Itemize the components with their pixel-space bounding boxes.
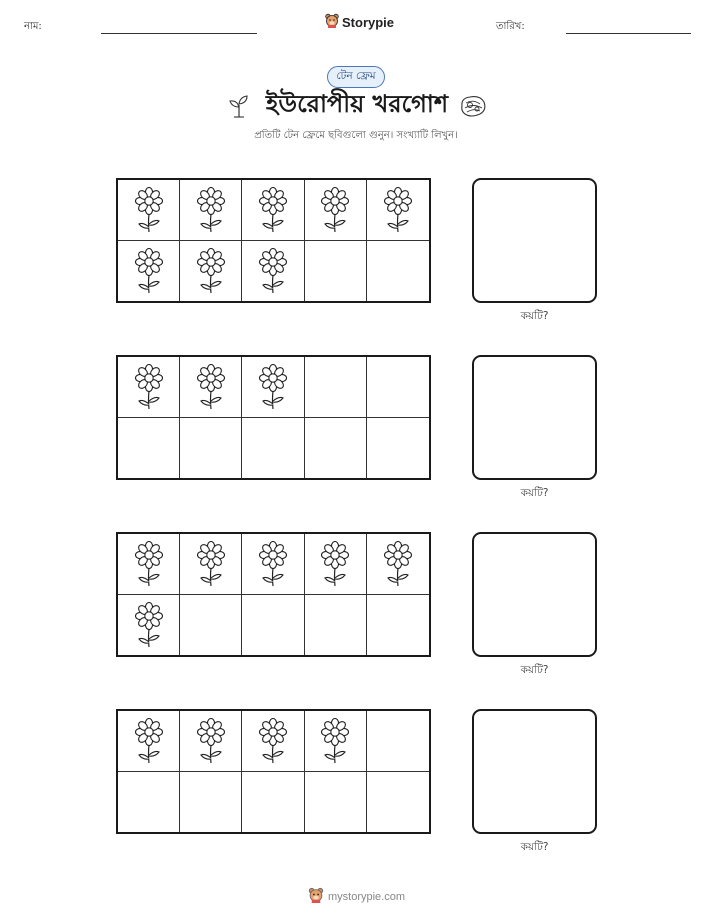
page-title: ইউরোপীয় খরগোশ xyxy=(265,90,449,118)
ten-frame xyxy=(116,355,431,480)
name-label: নাম: xyxy=(24,21,42,32)
ten-frame-cell xyxy=(367,595,429,656)
bear-logo-icon xyxy=(308,887,324,907)
ten-frame-cell xyxy=(118,418,180,479)
ten-frame-cell xyxy=(242,180,304,241)
flower-icon xyxy=(196,718,226,764)
ten-frame-cell xyxy=(305,711,367,772)
flower-icon xyxy=(134,602,164,648)
bear-logo-icon xyxy=(325,13,339,32)
flower-icon xyxy=(196,364,226,410)
answer-label: কয়টি? xyxy=(520,487,549,499)
topic-badge: টেন ফ্রেম xyxy=(327,66,385,88)
date-label: তারিখ: xyxy=(496,21,525,32)
flower-icon xyxy=(320,718,350,764)
ten-frame-cell xyxy=(242,711,304,772)
ten-frame-cell xyxy=(242,418,304,479)
ten-frame-cell xyxy=(367,711,429,772)
flower-icon xyxy=(134,541,164,587)
ten-frame-cell xyxy=(180,180,242,241)
instructions: প্রতিটি টেন ফ্রেমে ছবিগুলো গুনুন। সংখ্যাটি লিখুন। xyxy=(254,130,458,141)
name-field-line[interactable] xyxy=(101,33,257,34)
flower-icon xyxy=(383,187,413,233)
flower-icon xyxy=(258,541,288,587)
ten-frame-cell xyxy=(367,180,429,241)
flower-icon xyxy=(134,187,164,233)
ten-frame-cell xyxy=(305,357,367,418)
ten-frame xyxy=(116,178,431,303)
ten-frame-cell xyxy=(118,595,180,656)
ten-frame-cell xyxy=(242,534,304,595)
flower-icon xyxy=(258,364,288,410)
ten-frame-cell xyxy=(180,534,242,595)
flower-icon xyxy=(258,187,288,233)
ten-frame-cell xyxy=(367,241,429,302)
flower-icon xyxy=(383,541,413,587)
flower-icon xyxy=(196,248,226,294)
ten-frame-cell xyxy=(118,772,180,833)
footer-url[interactable]: mystorypie.com xyxy=(328,891,406,903)
answer-label: কয়টি? xyxy=(520,664,549,676)
flower-icon xyxy=(196,187,226,233)
ten-frame-cell xyxy=(118,180,180,241)
ten-frame-cell xyxy=(305,772,367,833)
ten-frame-cell xyxy=(180,418,242,479)
ten-frame-cell xyxy=(180,711,242,772)
ten-frame-cell xyxy=(367,357,429,418)
ten-frame-cell xyxy=(180,595,242,656)
ten-frame xyxy=(116,532,431,657)
brand-logo xyxy=(325,13,394,32)
ten-frame-cell xyxy=(118,357,180,418)
flower-icon xyxy=(320,187,350,233)
yarn-ball-icon xyxy=(458,94,488,122)
ten-frame-cell xyxy=(305,418,367,479)
ten-frame-cell xyxy=(305,534,367,595)
flower-icon xyxy=(134,248,164,294)
flower-icon xyxy=(196,541,226,587)
date-field-line[interactable] xyxy=(566,33,691,34)
answer-box[interactable] xyxy=(472,178,597,303)
answer-label: কয়টি? xyxy=(520,841,549,853)
footer xyxy=(308,887,405,907)
ten-frame-cell xyxy=(242,357,304,418)
flower-icon xyxy=(258,248,288,294)
flower-icon xyxy=(258,718,288,764)
ten-frame-cell xyxy=(305,241,367,302)
ten-frame-cell xyxy=(367,418,429,479)
answer-box[interactable] xyxy=(472,355,597,480)
ten-frame-cell xyxy=(180,772,242,833)
flower-icon xyxy=(134,364,164,410)
ten-frame-cell xyxy=(305,180,367,241)
ten-frame-cell xyxy=(118,241,180,302)
sprout-icon xyxy=(228,94,250,122)
flower-icon xyxy=(134,718,164,764)
answer-box[interactable] xyxy=(472,709,597,834)
ten-frame-cell xyxy=(118,534,180,595)
ten-frame-cell xyxy=(118,711,180,772)
flower-icon xyxy=(320,541,350,587)
ten-frame-cell xyxy=(242,595,304,656)
brand-name: Storypie xyxy=(342,15,395,30)
answer-label: কয়টি? xyxy=(520,310,549,322)
ten-frame-cell xyxy=(305,595,367,656)
ten-frame-cell xyxy=(242,772,304,833)
ten-frame-cell xyxy=(180,357,242,418)
ten-frame-cell xyxy=(242,241,304,302)
ten-frame-cell xyxy=(367,534,429,595)
answer-box[interactable] xyxy=(472,532,597,657)
ten-frame xyxy=(116,709,431,834)
ten-frame-cell xyxy=(367,772,429,833)
ten-frame-cell xyxy=(180,241,242,302)
